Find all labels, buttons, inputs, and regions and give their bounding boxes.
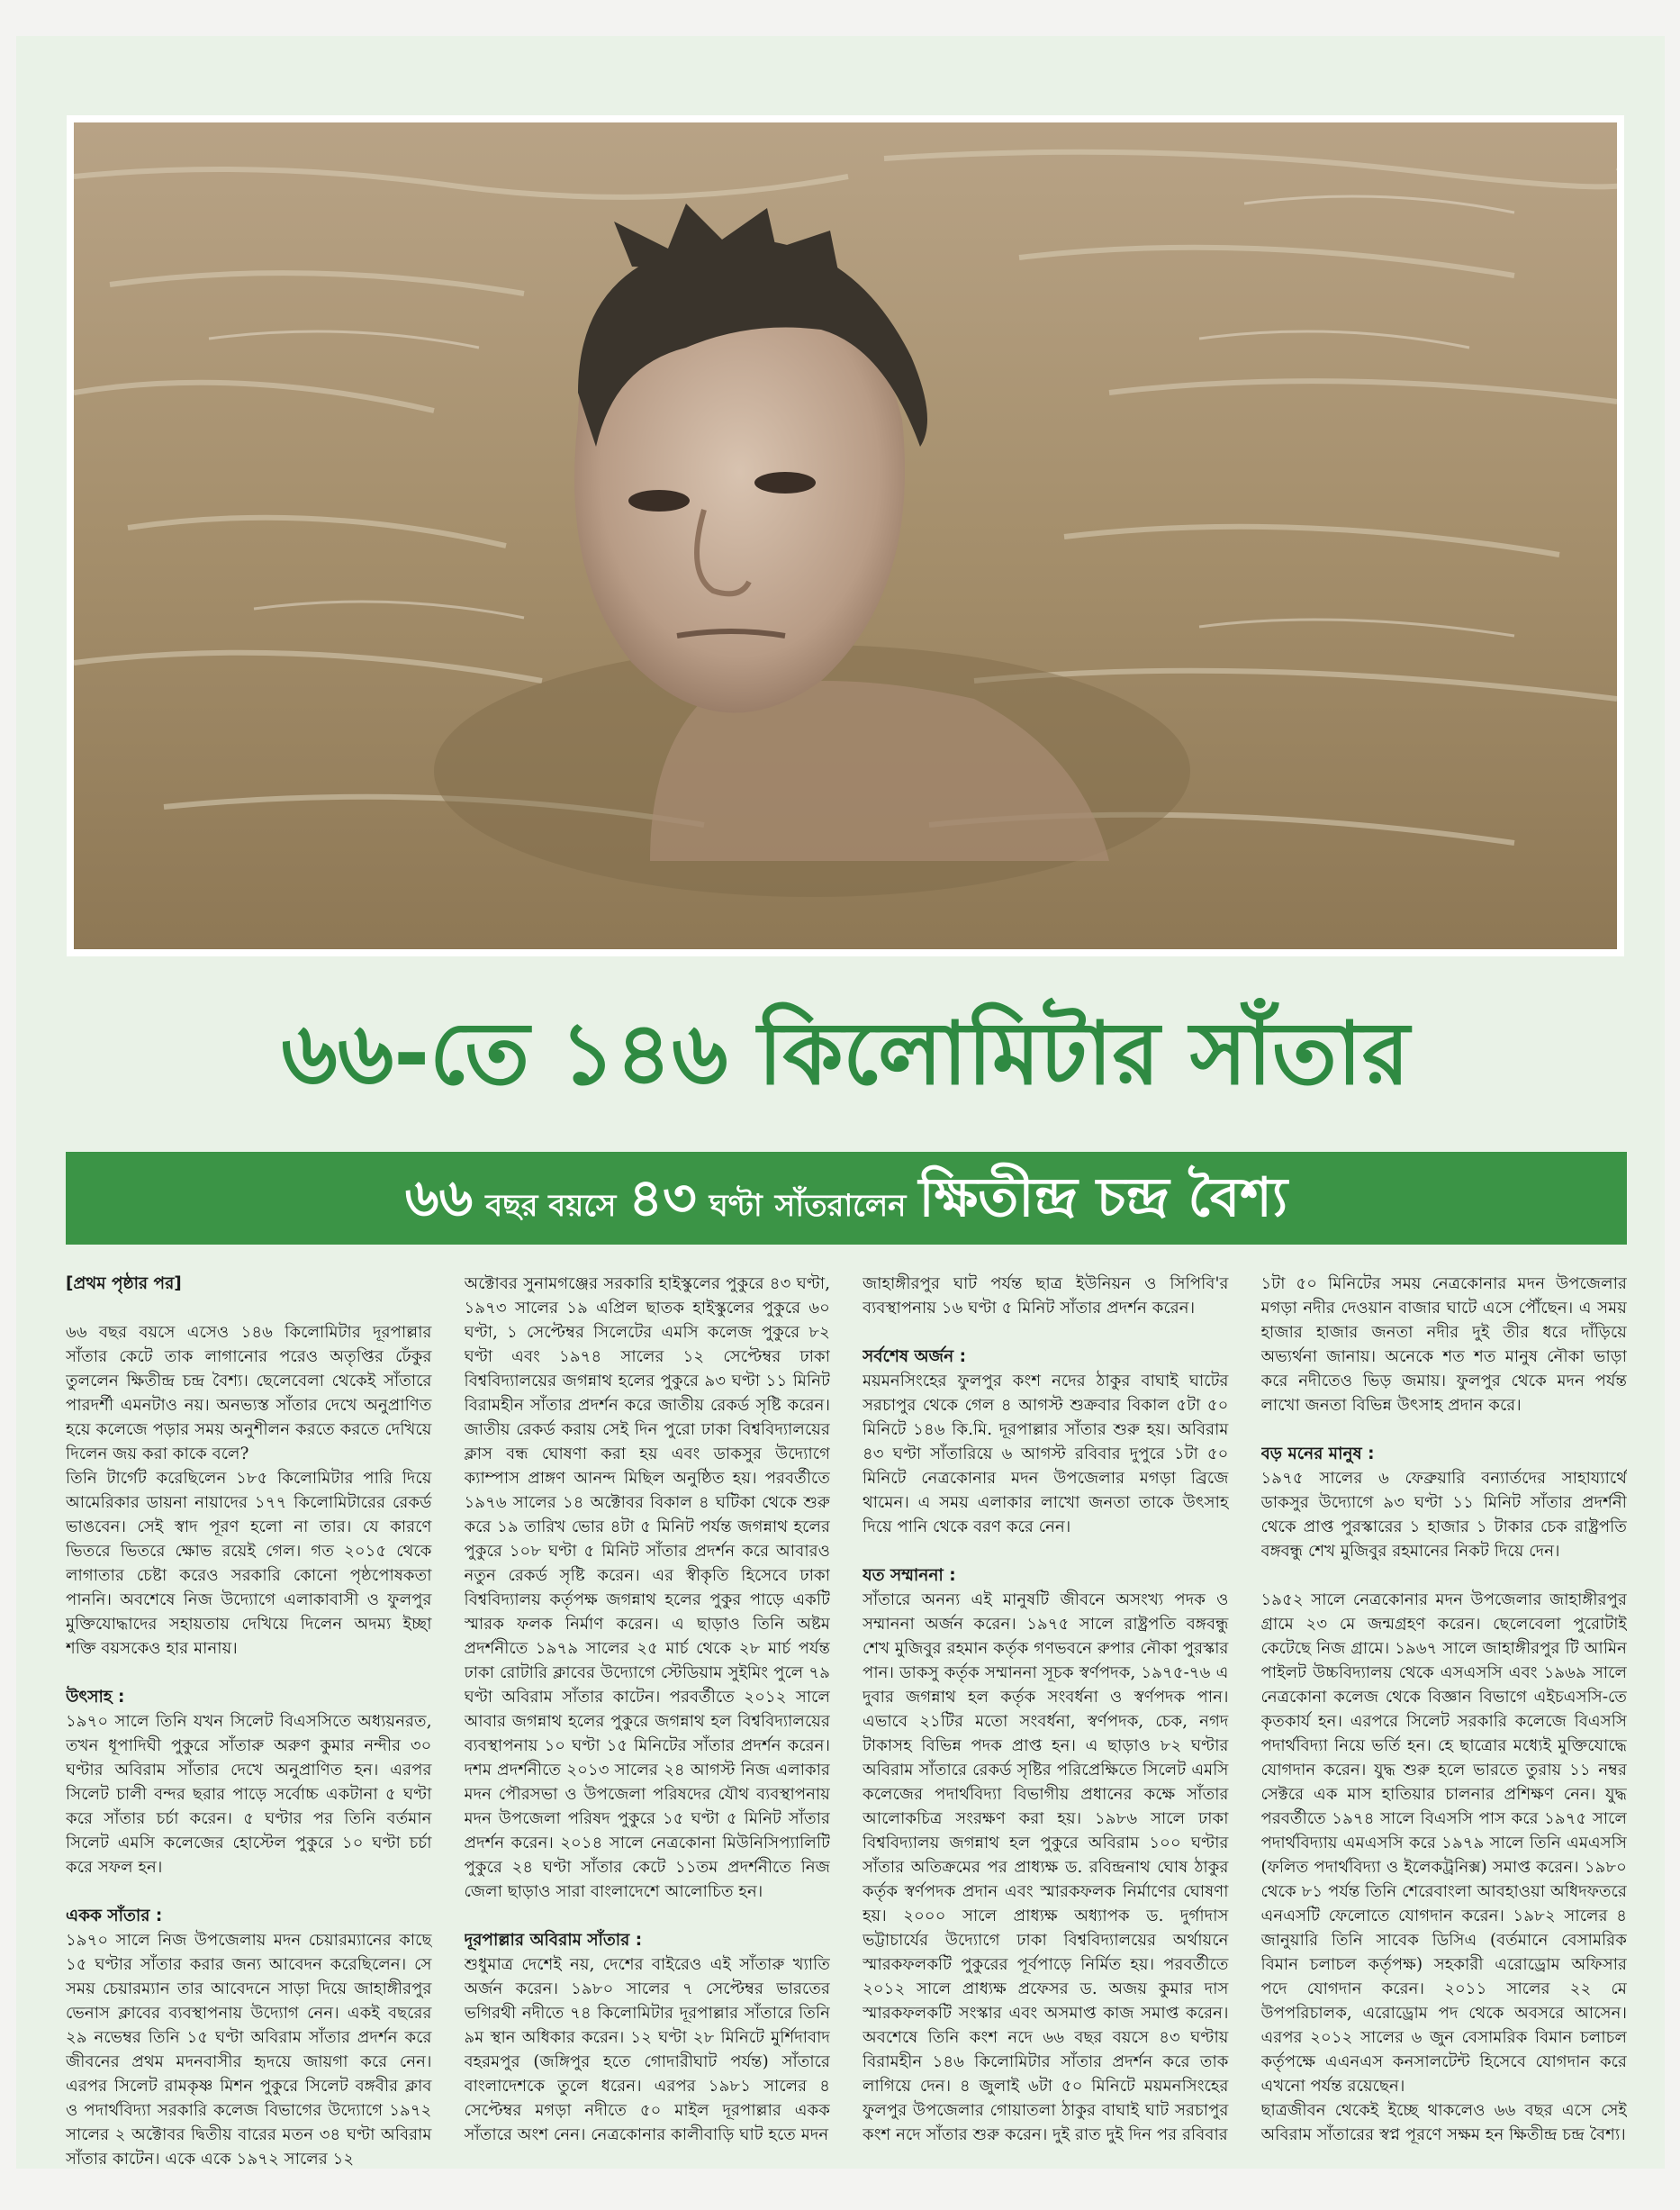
paragraph: ১৯৭০ সালে নিজ উপজেলায় মদন চেয়ারম্যানের কাছে ১৫ ঘণ্টার সাঁতার করার জন্য আবেদন করেছিলেন। সে সময় চেয়ারম্যান তার আবেদনে সাড়া দিয়ে জাহাঙ্গীরপুর ভেনাস ক্লাবের ব্যবস্থাপনায় উদ্যোগ নেন। একই বছরের ২৯ নভেম্বর তিনি ১৫ ঘণ্টা অবিরাম সাঁতার প্রদর্শন করে জীবনের প্রথম মদনবাসীর হৃদয়ে জায়গা করে নেন। এরপর সিলেট রামকৃষ্ণ মিশন পুকুরে সিলেট বঙ্গবীর ক্লাব ও পদার্থবিদ্যা সরকারি কলেজ বিভাগের উদ্যোগে ১৯৭২ সালের ২ অক্টোবর দ্বিতীয় বারের মতন ৩৪ ঘণ্টা অবিরাম সাঁতার কাটেন। একে একে ১৯৭২ সালের ১২ bbox=[66, 1931, 432, 2169]
section-heading: উৎসাহ : bbox=[66, 1688, 125, 1707]
paragraph: ১৯৭৫ সালের ৬ ফেব্রুয়ারি বন্যার্তদের সাহায্যার্থে ডাকসুর উদ্যোগে ৯৩ ঘণ্টা ১১ মিনিট সাঁতার প্রদর্শনী থেকে প্রাপ্ত পুরস্কারের ১ হাজার ১ টাকার চেক রাষ্ট্রপতি বঙ্গবন্ধু শেখ মুজিবুর রহমানের নিকট দিয়ে দেন। bbox=[1260, 1469, 1627, 1561]
paragraph: ছাত্রজীবন থেকেই ইচ্ছে থাকলেও ৬৬ বছর এসে সেই অবিরাম সাঁতারের স্বপ্ন পূরণে সক্ষম হন ক্ষিতীন্দ্র চন্দ্র বৈশ্য। bbox=[1260, 2101, 1627, 2144]
section-heading: বড় মনের মানুষ : bbox=[1260, 1445, 1375, 1463]
swimmer-photo-icon bbox=[74, 122, 1617, 949]
subheadline-text-swam: সাঁতরালেন bbox=[774, 1188, 907, 1224]
subheadline-swimmer-name: ক্ষিতীন্দ্র চন্দ্র বৈশ্য bbox=[918, 1166, 1288, 1229]
section-heading: যত সম্মাননা : bbox=[863, 1566, 956, 1585]
paragraph: জাহাঙ্গীরপুর ঘাট পর্যন্ত ছাত্র ইউনিয়ন ও সিপিবি'র ব্যবস্থাপনায় ১৬ ঘণ্টা ৫ মিনিট সাঁতার প্রদর্শন করেন। bbox=[863, 1274, 1229, 1318]
section-heading: দূরপাল্লার অবিরাম সাঁতার : bbox=[464, 1931, 643, 1950]
paragraph: ১৯৭০ সালে তিনি যখন সিলেট বিএসসিতে অধ্যয়নরত, তখন ধূপাদিঘী পুকুরে সাঁতারু অরুণ কুমার নন্দীর ৩০ ঘণ্টার অবিরাম সাঁতার দেখে অনুপ্রাণিত হন। এরপর সিলেট চালী বন্দর ছরার পাড়ে সর্বোচ্চ একটানা ৫ ঘণ্টা করে সাঁতার চর্চা করেন। ৫ ঘণ্টার পর তিনি বর্তমান সিলেট এমসি কলেজের হোস্টেল পুকুরে ১০ ঘণ্টা চর্চা করে সফল হন। bbox=[66, 1712, 432, 1877]
subheadline-text-age: বছর বয়সে bbox=[485, 1188, 617, 1224]
paragraph: ১৯৫২ সালে নেত্রকোনার মদন উপজেলার জাহাঙ্গীরপুর গ্রামে ২৩ মে জন্মগ্রহণ করেন। ছেলেবেলা পুরোটাই কেটেছে নিজ গ্রামে। ১৯৬৭ সালে জাহাঙ্গীরপুর টি আমিন পাইলট উচ্চবিদ্যালয় থেকে এসএসসি এবং ১৯৬৯ সালে নেত্রকোনা কলেজ থেকে বিজ্ঞান বিভাগে এইচএসসি-তে কৃতকার্য হন। এরপরে সিলেট সরকারি কলেজে বিএসসি পদার্থবিদ্যা নিয়ে ভর্তি হন। হে ছাত্রোর মধ্যেই মুক্তিযোদ্ধে যোগদান করেন। যুদ্ধ শুরু হলে ভারতে তুরায় ১১ নম্বর সেক্টরে এক মাস হাতিয়ার চালনার প্রশিক্ষণ নেন। যুদ্ধ পরবর্তীতে ১৯৭৪ সালে বিএসসি পাস করে ১৯৭৫ সালে পদার্থবিদ্যায় এমএসসি করে ১৯৭৯ সালে তিনি এমএসসি (ফলিত পদার্থবিদ্যা ও ইলেকট্রনিক্স) সমাপ্ত করেন। ১৯৮০ থেকে ৮১ পর্যন্ত তিনি শেরেবাংলা আবহাওয়া অধিদফতরে এনএসটি ফেলোতে যোগদান করেন। ১৯৮২ সালের ৪ জানুয়ারি তিনি সাবেক ডিসিএ (বর্তমানে বেসামরিক বিমান চলাচল কর্তৃপক্ষ) সহকারী এরোড্রোম অফিসার পদে যোগদান করেন। ২০১১ সালের ২২ মে উপপরিচালক, এরোড্রোম পদ থেকে অবসরে আসেন। এরপর ২০১২ সালের ৬ জুন বেসামরিক বিমান চলাচল কর্তৃপক্ষে এএনএস কনসালটেন্ট হিসেবে যোগদান করে এখনো পর্যন্ত রয়েছেন। bbox=[1260, 1590, 1627, 2096]
newspaper-page bbox=[16, 36, 1665, 2169]
paragraph: ময়মনসিংহের ফুলপুর কংশ নদের ঠাকুর বাঘাই ঘাটের সরচাপুর থেকে গেল ৪ আগস্ট শুক্রবার বিকাল ৫টা ৫০ মিনিটে ১৪৬ কি.মি. দূরপাল্লার সাঁতার শুরু হয়। অবিরাম ৪৩ ঘণ্টা সাঁতারিয়ে ৬ আগস্ট রবিবার দুপুরে ১টা ৫০ মিনিটে নেত্রকোনার মদন উপজেলার মগড়া ব্রিজে থামেন। এ সময় এলাকার লাখো জনতা তাকে উৎসাহ দিয়ে পানি থেকে বরণ করে নেন। bbox=[863, 1372, 1229, 1536]
article-column-2 bbox=[465, 1272, 831, 2181]
subheadline-text-hours: ঘণ্টা bbox=[709, 1188, 763, 1224]
article-column-4 bbox=[1261, 1272, 1628, 2181]
paragraph: সাঁতারে অনন্য এই মানুষটি জীবনে অসংখ্য পদক ও সম্মাননা অর্জন করেন। ১৯৭৫ সালে রাষ্ট্রপতি বঙ্গবন্ধু শেখ মুজিবুর রহমান কর্তৃক গণভবনে রুপার নৌকা পুরস্কার পান। ডাকসু কর্তৃক সম্মাননা সূচক স্বর্ণপদক, ১৯৭৫-৭৬ এ দুবার জগন্নাথ হল কর্তৃক সংবর্ধনা ও স্বর্ণপদক পান। এভাবে ২১টির মতো সংবর্ধনা, স্বর্ণপদক, চেক, নগদ টাকাসহ বিভিন্ন পদক প্রাপ্ত হন। এ ছাড়াও ৮২ ঘণ্টার অবিরাম সাঁতারে রেকর্ড সৃষ্টির পরিপ্রেক্ষিতে সিলেট এমসি কলেজের পদার্থবিদ্যা বিভাগীয় প্রধানের কক্ষে সাঁতার আলোকচিত্র সংরক্ষণ করা হয়। ১৯৮৬ সালে ঢাকা বিশ্ববিদ্যালয় জগন্নাথ হল পুকুরে অবিরাম ১০০ ঘণ্টার সাঁতার অতিক্রমের পর প্রাধ্যক্ষ ড. রবিন্দ্রনাথ ঘোষ ঠাকুর কর্তৃক স্বর্ণপদক প্রদান এবং স্মারকফলক নির্মাণের ঘোষণা হয়। ২০০০ সালে প্রাধ্যক্ষ অধ্যাপক ড. দুর্গাদাস ভট্টাচার্যের উদ্যোগে ঢাকা বিশ্ববিদ্যালয়ের অর্থায়নে স্মারকফলকটি পুকুরের পূর্বপাড়ে নির্মিত হয়। পরবর্তীতে ২০১২ সালে প্রাধ্যক্ষ প্রফেসর ড. অজয় কুমার দাস স্মারকফলকটি সংস্কার এবং অসমাপ্ত কাজ সমাপ্ত করেন। অবশেষে তিনি কংশ নদে ৬৬ বছর বয়সে ৪৩ ঘণ্টায় বিরামহীন ১৪৬ কিলোমিটার সাঁতার প্রদর্শন করে তাক লাগিয়ে দেন। ৪ জুলাই ৬টা ৫০ মিনিটে ময়মনসিংহের ফুলপুর উপজেলার গোয়াতলা ঠাকুর বাঘাই ঘাট সরচাপুর কংশ নদে সাঁতার শুরু করেন। দুই রাত দুই দিন পর রবিবার bbox=[863, 1590, 1229, 2144]
continued-tag: [প্রথম পৃষ্ঠার পর] bbox=[66, 1274, 182, 1293]
subheadline-age: ৬৬ bbox=[404, 1167, 474, 1228]
photo-frame bbox=[67, 115, 1624, 956]
article-column-1 bbox=[66, 1272, 432, 2181]
section-heading: সর্বশেষ অর্জন : bbox=[863, 1347, 966, 1366]
paragraph: ১টা ৫০ মিনিটের সময় নেত্রকোনার মদন উপজেলার মগড়া নদীর দেওয়ান বাজার ঘাটে এসে পৌঁছেন। এ সময় হাজার হাজার জনতা নদীর দুই তীর ধরে দাঁড়িয়ে অভ্যর্থনা জানায়। অনেকে শত শত মানুষ নৌকা ভাড়া করে নদীতেও ভিড় জমায়। ফুলপুর থেকে মদন পর্যন্ত লাখো জনতা বিভিন্ন উৎসাহ প্রদান করে। bbox=[1260, 1274, 1627, 1415]
section-heading: একক সাঁতার : bbox=[66, 1907, 163, 1925]
paragraph: অক্টোবর সুনামগঞ্জের সরকারি হাইস্কুলের পুকুরে ৪৩ ঘণ্টা, ১৯৭৩ সালের ১৯ এপ্রিল ছাতক হাইস্কুলের পুকুরে ৬০ ঘণ্টা, ১ সেপ্টেম্বর সিলেটের এমসি কলেজ পুকুরে ৮২ ঘণ্টা এবং ১৯৭৪ সালের ১২ সেপ্টেম্বর ঢাকা বিশ্ববিদ্যালয়ের জগন্নাথ হলের পুকুরে ৯৩ ঘণ্টা ১১ মিনিট বিরামহীন সাঁতার প্রদর্শন করে জাতীয় রেকর্ড সৃষ্টি করেন। জাতীয় রেকর্ড করায় সেই দিন পুরো ঢাকা বিশ্ববিদ্যালয়ের ক্লাস বন্ধ ঘোষণা করা হয় এবং ডাকসুর উদ্যোগে ক্যাম্পাস প্রাঙ্গণ আনন্দ মিছিল অনুষ্ঠিত হয়। পরবর্তীতে ১৯৭৬ সালের ১৪ অক্টোবর বিকাল ৪ ঘটিকা থেকে শুরু করে ১৯ তারিখ ভোর ৪টা ৫ মিনিট পর্যন্ত জগন্নাথ হলের পুকুরে ১০৮ ঘণ্টা ৫ মিনিট সাঁতার প্রদর্শন করে আবারও নতুন রেকর্ড সৃষ্টি করেন। এর স্বীকৃতি হিসেবে ঢাকা বিশ্ববিদ্যালয় কর্তৃপক্ষ জগন্নাথ হলের পুকুর পাড়ে একটি স্মারক ফলক নির্মাণ করেন। এ ছাড়াও তিনি অষ্টম প্রদর্শনীতে ১৯৭৯ সালের ২৫ মার্চ থেকে ২৮ মার্চ পর্যন্ত ঢাকা রোটারি ক্লাবের উদ্যোগে স্টেডিয়াম সুইমিং পুলে ৭৯ ঘণ্টা অবিরাম সাঁতার কাটেন। পরবর্তীতে ২০১২ সালে আবার জগন্নাথ হলের পুকুরে জগন্নাথ হল বিশ্ববিদ্যালয়ের ব্যবস্থাপনায় ১০ ঘণ্টা ১৫ মিনিটের সাঁতার প্রদর্শন করেন। দশম প্রদর্শনীতে ২০১৩ সালের ২৪ আগস্ট নিজ এলাকার মদন পৌরসভা ও উপজেলা পরিষদের যৌথ ব্যবস্থাপনায় মদন উপজেলা পরিষদ পুকুরে ১৫ ঘণ্টা ৫ মিনিট সাঁতার প্রদর্শন করেন। ২০১৪ সালে নেত্রকোনা মিউনিসিপ্যালিটি পুকুরে ২৪ ঘণ্টা সাঁতার কেটে ১১তম প্রদর্শনীতে নিজ জেলা ছাড়াও সারা বাংলাদেশে আলোচিত হন। bbox=[464, 1274, 830, 1901]
article-column-3 bbox=[863, 1272, 1229, 2181]
subheadline-banner bbox=[66, 1152, 1627, 1245]
paragraph: তিনি টার্গেট করেছিলেন ১৮৫ কিলোমিটার পারি দিয়ে আমেরিকার ডায়না নায়াদের ১৭৭ কিলোমিটারের রেকর্ড ভাঙবেন। সেই স্বাদ পূরণ হলো না তার। যে কারণে ভিতরে ভিতরে ক্ষোভ রয়েই গেল। গত ২০১৫ থেকে লাগাতার চেষ্টা করেও সরকারি কোনো পৃষ্ঠপোষকতা পাননি। অবশেষে নিজ উদ্যোগে এলাকাবাসী ও ফুলপুর মুক্তিযোদ্ধাদের সহায়তায় দেখিয়ে দিলেন অদম্য ইচ্ছা শক্তি বয়সকেও হার মানায়। bbox=[66, 1469, 432, 1658]
article-body bbox=[66, 1272, 1627, 2181]
paragraph: শুধুমাত্র দেশেই নয়, দেশের বাইরেও এই সাঁতারু খ্যাতি অর্জন করেন। ১৯৮০ সালের ৭ সেপ্টেম্বর ভারতের ভগিরথী নদীতে ৭৪ কিলোমিটার দূরপাল্লার সাঁতারে তিনি ৯ম স্থান অধিকার করেন। ১২ ঘণ্টা ২৮ মিনিটে মুর্শিদাবাদ বহরমপুর (জঙ্গিপুর হতে গোদারীঘাট পর্যন্ত) সাঁতারে বাংলাদেশকে তুলে ধরেন। এরপর ১৯৮১ সালের ৪ সেপ্টেম্বর মগড়া নদীতে ৫০ মাইল দূরপাল্লার একক সাঁতারে অংশ নেন। নেত্রকোনার কালীবাড়ি ঘাট হতে মদন bbox=[464, 1955, 830, 2144]
subheadline-hours: ৪৩ bbox=[628, 1167, 697, 1228]
swimmer-photo bbox=[74, 122, 1617, 949]
headline: ৬৬-তে ১৪৬ কিলোমিটার সাঁতার bbox=[281, 1003, 1410, 1104]
paragraph: ৬৬ বছর বয়সে এসেও ১৪৬ কিলোমিটার দূরপাল্লার সাঁতার কেটে তাক লাগানোর পরেও অতৃপ্তির ঢেঁকুর তুললেন ক্ষিতীন্দ্র চন্দ্র বৈশ্য। ছেলেবেলা থেকেই সাঁতারে পারদর্শী এমনটাও নয়। অনভ্যস্ত সাঁতার দেখে অনুপ্রাণিত হয়ে কলেজে পড়ার সময় অনুশীলন করতে করতে দেখিয়ে দিলেন জয় করা কাকে বলে? bbox=[66, 1323, 432, 1463]
